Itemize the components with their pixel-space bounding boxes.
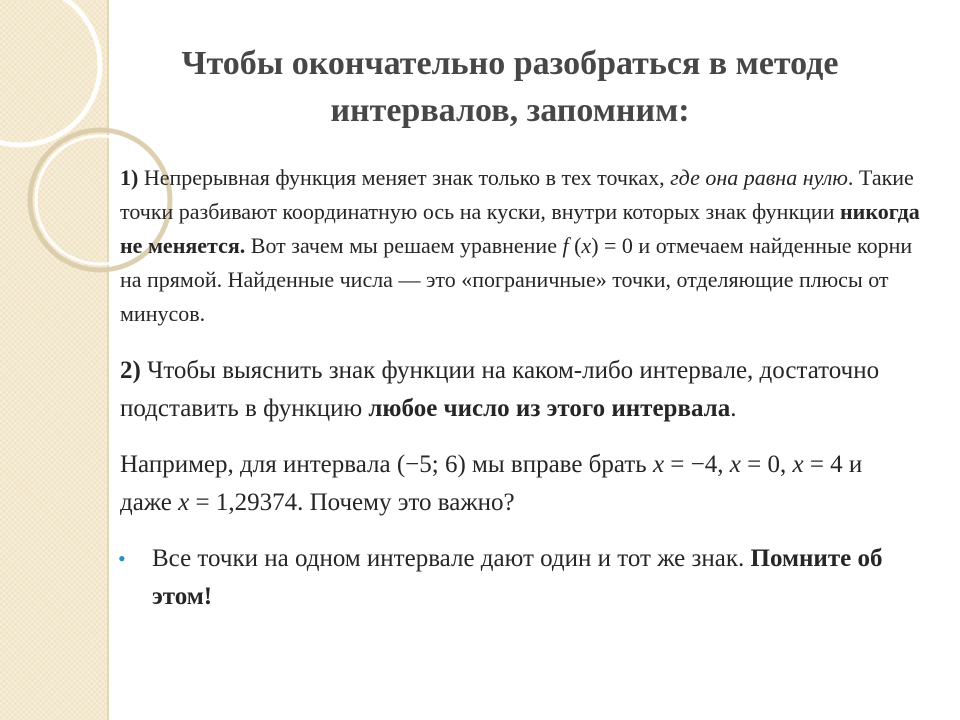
bullet-text-bold: Помните об этом! — [152, 545, 883, 610]
example-x3: x — [792, 451, 804, 478]
point-2-paragraph — [120, 352, 920, 428]
example-paragraph — [120, 446, 920, 522]
example-v2: = 0, — [740, 451, 793, 478]
point-1-italic: где она равна нулю — [670, 165, 848, 190]
equation-rest: ) = 0 — [591, 233, 633, 258]
point-1-text-c: Вот зачем мы решаем уравнение — [245, 233, 563, 258]
upper-ring — [0, 0, 100, 145]
slide-title — [118, 40, 902, 134]
equation-paren: ( — [568, 233, 582, 258]
example-v3: = 4 и даже — [120, 451, 863, 516]
equation-x: x — [581, 233, 592, 258]
point-2-text-a: Чтобы выяснить знак функции на каком-либо интервале, достаточно подставить в функцию — [120, 357, 880, 422]
point-1-text-a: Непрерывная функция меняет знак только в тех точках, — [138, 165, 671, 190]
bullet-icon: • — [118, 546, 126, 571]
point-2-bold: любое число из этого интервала — [368, 395, 731, 422]
point-2-text-b: . — [730, 395, 737, 422]
example-x4: x — [178, 489, 190, 516]
point-1-text-d: и отмечаем найденные корни на прямой. Найденные числа — это «пограничные» точки, отделяющие плюсы от минусов. — [120, 233, 913, 326]
bullet-text-regular: Все точки на одном интервале дают один и тот же знак. — [152, 545, 751, 572]
slide-title-line1: Чтобы окончательно разобраться в методе — [181, 45, 839, 82]
bullet-item — [118, 540, 918, 616]
example-v1: = −4, — [664, 451, 730, 478]
equation-f: f — [562, 233, 569, 258]
example-text-a: Например, для интервала (−5; 6) мы вправе брать — [120, 451, 653, 478]
example-x1: x — [652, 451, 665, 478]
point-1-bold: никогда не меняется. — [120, 199, 920, 258]
point-2-number: 2) — [120, 357, 141, 384]
point-1-text-b: . Такие точки разбивают координатную ось на куски, внутри которых знак функции — [120, 165, 914, 224]
example-x2: x — [729, 451, 741, 478]
point-1-number: 1) — [120, 165, 139, 190]
point-1-paragraph — [120, 161, 920, 331]
slide-title-line2: интервалов, запомним: — [330, 92, 690, 129]
example-v4: = 1,29374. Почему это важно? — [189, 489, 515, 516]
bullet-text — [152, 540, 918, 616]
